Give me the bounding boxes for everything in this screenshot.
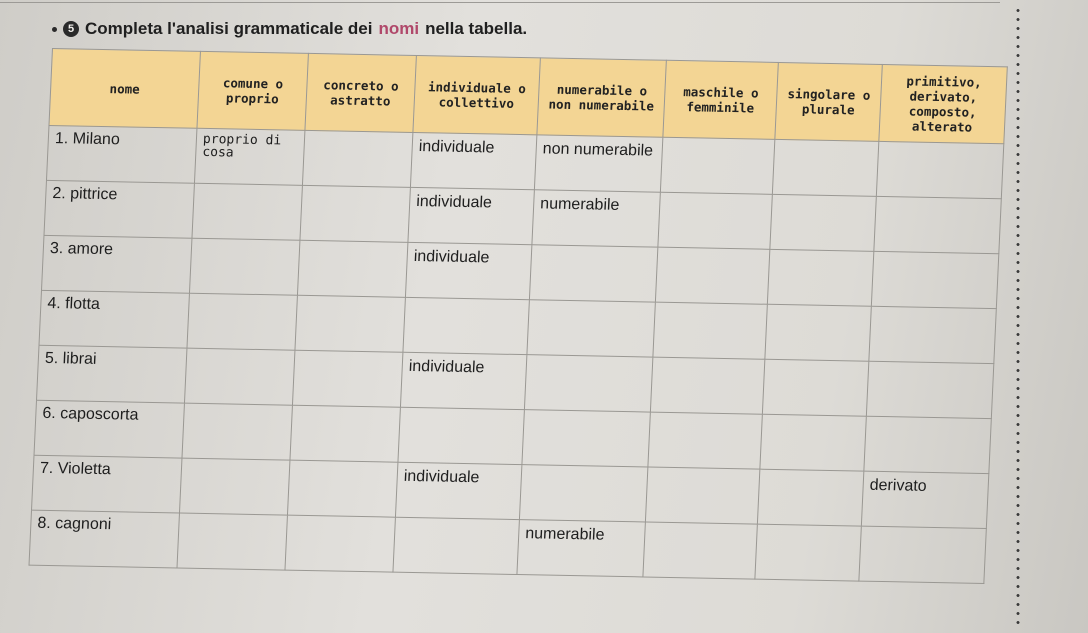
answer-cell[interactable] <box>182 403 292 460</box>
answer-cell[interactable] <box>864 416 991 473</box>
answer-text <box>654 472 753 474</box>
answer-text <box>196 298 291 300</box>
answer-text <box>304 300 399 302</box>
answer-cell[interactable] <box>297 240 407 297</box>
answer-cell[interactable] <box>405 242 531 299</box>
answer-text <box>306 245 401 247</box>
answer-cell[interactable] <box>192 183 302 240</box>
answer-text <box>301 355 396 357</box>
answer-text <box>774 309 865 311</box>
answer-text <box>669 142 768 144</box>
answer-cell[interactable] <box>398 407 524 464</box>
answer-cell[interactable] <box>658 192 772 249</box>
answer-cell[interactable] <box>770 194 876 251</box>
answer-text: numerabile <box>524 525 605 544</box>
answer-text <box>776 254 867 256</box>
answer-text <box>769 419 860 421</box>
answer-cell[interactable] <box>869 306 996 363</box>
answer-cell[interactable] <box>534 135 662 192</box>
answer-text: individuale <box>413 247 490 267</box>
answer-cell[interactable] <box>529 245 657 302</box>
noun-cell: 4. flotta <box>39 290 189 348</box>
answer-cell[interactable] <box>866 361 993 418</box>
answer-cell[interactable] <box>527 300 655 357</box>
answer-text <box>873 421 985 423</box>
answer-cell[interactable] <box>519 465 647 522</box>
answer-cell[interactable] <box>653 302 767 359</box>
answer-cell[interactable] <box>393 517 519 574</box>
answer-text <box>536 304 649 306</box>
answer-text <box>193 353 288 355</box>
exercise-title-prefix: Completa l'analisi grammaticale dei <box>85 19 373 38</box>
answer-text <box>198 243 293 245</box>
answer-text <box>878 311 990 313</box>
answer-cell[interactable] <box>871 251 998 308</box>
bullet-icon <box>52 27 57 32</box>
answer-cell[interactable] <box>285 515 395 572</box>
grammar-analysis-table <box>28 48 1007 584</box>
answer-text: numerabile <box>539 195 620 214</box>
exercise-title-highlight: nomi <box>378 19 420 38</box>
answer-text: derivato <box>869 476 928 495</box>
answer-text <box>868 531 980 533</box>
answer-cell[interactable] <box>655 247 769 304</box>
answer-cell[interactable] <box>767 249 873 306</box>
answer-cell[interactable] <box>645 467 759 524</box>
answer-text <box>188 463 283 465</box>
answer-text <box>309 190 404 192</box>
noun-cell: 5. librai <box>37 345 187 403</box>
exercise-title-suffix: nella tabella. <box>425 19 528 38</box>
answer-cell[interactable] <box>292 350 402 407</box>
answer-text <box>412 302 523 304</box>
answer-text <box>538 249 651 251</box>
dotted-margin-line <box>1016 6 1020 626</box>
answer-cell[interactable] <box>859 526 986 583</box>
answer-cell[interactable] <box>177 513 287 570</box>
answer-cell[interactable] <box>300 185 410 242</box>
answer-cell[interactable] <box>762 359 868 416</box>
answer-text: individuale <box>408 357 485 377</box>
answer-cell[interactable] <box>408 187 534 244</box>
column-header: primitivo, derivato, composto, alterato <box>879 64 1007 143</box>
noun-cell: 1. Milano <box>46 125 196 183</box>
answer-text: proprio di cosa <box>202 131 282 161</box>
answer-cell[interactable] <box>179 458 289 515</box>
answer-cell[interactable] <box>643 522 757 579</box>
answer-text: individuale <box>415 193 493 212</box>
answer-cell[interactable] <box>302 130 412 187</box>
column-header: individuale o collettivo <box>413 55 540 134</box>
answer-cell[interactable] <box>755 524 861 581</box>
answer-cell[interactable] <box>290 405 400 462</box>
answer-cell[interactable] <box>400 352 526 409</box>
answer-text <box>531 414 644 416</box>
answer-text <box>311 135 406 137</box>
page-top-rule <box>0 2 1000 3</box>
answer-cell[interactable] <box>660 137 774 194</box>
column-header: singolare o plurale <box>775 62 882 141</box>
exercise-title <box>52 14 527 44</box>
noun-cell: 2. pittrice <box>44 180 194 238</box>
answer-text: individuale <box>403 467 480 487</box>
column-header: numerabile o non numerabile <box>537 58 666 137</box>
answer-text <box>296 465 391 467</box>
answer-cell[interactable] <box>757 469 863 526</box>
answer-cell[interactable] <box>403 297 529 354</box>
answer-cell[interactable] <box>532 190 660 247</box>
noun-cell: 8. cagnoni <box>29 510 179 568</box>
answer-text <box>662 307 761 309</box>
answer-cell[interactable] <box>522 410 650 467</box>
answer-text <box>880 256 992 258</box>
noun-cell: 7. Violetta <box>32 455 182 513</box>
noun-cell: 6. caposcorta <box>34 400 184 458</box>
answer-cell[interactable] <box>650 357 764 414</box>
answer-text <box>402 522 513 524</box>
answer-cell[interactable] <box>295 295 405 352</box>
answer-cell[interactable] <box>861 471 988 528</box>
answer-text <box>657 417 756 419</box>
column-header: concreto o astratto <box>305 53 416 132</box>
answer-text <box>652 527 751 529</box>
answer-cell[interactable] <box>760 414 866 471</box>
answer-cell[interactable] <box>876 141 1003 198</box>
answer-cell[interactable] <box>410 132 536 189</box>
answer-text <box>771 364 862 366</box>
answer-text <box>664 252 763 254</box>
noun-cell: 3. amore <box>41 235 191 293</box>
answer-cell[interactable] <box>648 412 762 469</box>
answer-text <box>299 410 394 412</box>
answer-text: non numerabile <box>542 140 654 160</box>
answer-text <box>191 408 286 410</box>
answer-text <box>781 144 872 146</box>
column-header: nome <box>49 49 200 129</box>
answer-cell[interactable] <box>772 139 878 196</box>
answer-text <box>766 474 857 476</box>
column-header: comune o proprio <box>197 51 308 130</box>
answer-cell[interactable] <box>524 355 652 412</box>
answer-text <box>294 520 389 522</box>
answer-text <box>764 529 855 531</box>
answer-cell[interactable] <box>874 196 1001 253</box>
answer-cell[interactable] <box>194 128 304 185</box>
answer-cell[interactable] <box>395 462 521 519</box>
answer-text <box>201 188 296 190</box>
answer-text <box>186 518 281 520</box>
answer-text <box>407 412 518 414</box>
answer-cell[interactable] <box>765 304 871 361</box>
answer-text <box>528 469 641 471</box>
answer-text <box>659 362 758 364</box>
column-header: maschile o femminile <box>663 60 778 139</box>
answer-text <box>883 201 995 203</box>
answer-text <box>779 199 870 201</box>
answer-cell[interactable] <box>189 238 299 295</box>
answer-text <box>667 197 766 199</box>
answer-text: individuale <box>418 138 495 157</box>
answer-text <box>885 146 997 148</box>
exercise-number-badge: 5 <box>63 21 79 37</box>
answer-cell[interactable] <box>517 520 645 577</box>
answer-cell[interactable] <box>187 293 297 350</box>
answer-text <box>875 366 987 368</box>
answer-text <box>533 359 646 361</box>
answer-cell[interactable] <box>184 348 294 405</box>
answer-cell[interactable] <box>287 460 397 517</box>
